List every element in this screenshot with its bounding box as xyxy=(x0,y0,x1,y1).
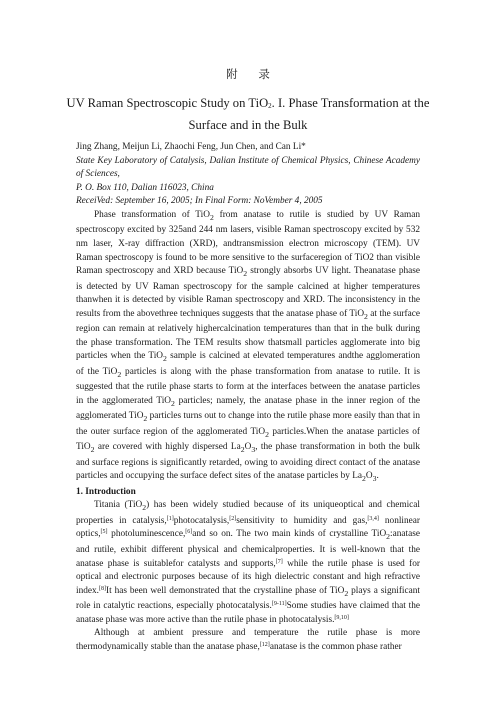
citation: [7] xyxy=(275,558,283,565)
intro-text: anatase is the common phase rather xyxy=(269,641,402,652)
citation: [6] xyxy=(185,529,193,536)
subscript: 2 xyxy=(386,532,391,542)
subscript: 2 xyxy=(362,474,366,484)
intro-paragraph-2 xyxy=(76,627,420,654)
intro-text: It has been well demonstrated that the crystalline phase of TiO xyxy=(105,585,345,596)
subscript: 2 xyxy=(163,354,167,364)
citation: [8] xyxy=(98,585,106,592)
title-part-1: UV Raman Spectroscopic Study on TiO xyxy=(66,96,269,110)
subscript: 2 xyxy=(143,414,148,424)
citation: [5] xyxy=(100,529,108,536)
abstract-text: particles turns out to change into the rutile phase more easily than that in the outer surface region of the agglomerated TiO xyxy=(76,411,420,437)
intro-text: Although at ambient pressure and temperature the rutile phase is more thermodynamically stable than the anatase phase, xyxy=(76,628,420,652)
citation: [9-11] xyxy=(271,601,287,608)
abstract-text: O xyxy=(365,471,373,482)
intro-text: and so on. The two main kinds of crystalline TiO xyxy=(192,529,387,540)
intro-paragraph-1 xyxy=(76,499,420,627)
abstract-text: at the surface region can remain at relatively highercalcination temperatures than that in the bulk during the phase transformation. The TEM results show thatsmall particles agglomerate into big particles when the TiO xyxy=(76,308,420,362)
author-list: Jing Zhang, Meijun Li, Zhaochi Feng, Jun Chen, and Can Li* xyxy=(76,142,306,152)
subscript: 2 xyxy=(364,311,368,321)
subscript: 2 xyxy=(344,588,349,598)
abstract-text: particles; namely, the anatase phase in the inner region of the agglomerated TiO xyxy=(76,395,420,422)
affiliation-line-1: State Key Laboratory of Catalysis, Dalian Institute of Chemical Physics, Chinese Academy of Sciences, xyxy=(76,155,420,180)
title-subscript: 2 xyxy=(268,102,272,110)
citation: [2] xyxy=(229,515,237,522)
subscript: 2 xyxy=(117,369,122,379)
subscript: 2 xyxy=(265,429,269,439)
abstract-paragraph xyxy=(76,209,420,486)
paper-body xyxy=(76,141,420,655)
abstract-text: sample is calcined at elevated temperatures andthe agglomeration of the TiO xyxy=(76,351,420,377)
intro-text: :anatase and rutile, exhibit different physical and chemicalproperties. It is well-known that the anatase phase is suitablefor catalysts and supports, xyxy=(76,529,420,569)
intro-text: Some studies have claimed that the anatase phase was more active than the rutile phase in photocatalysis. xyxy=(76,601,420,625)
intro-text: nonlinear optics, xyxy=(76,515,421,540)
abstract-text: particles is along with the phase transformation from anatase to rutile. It is suggested that the rutile phase starts to form at the interfaces between the anatase particles in the agglomerated TiO xyxy=(76,366,420,406)
abstract-text: . xyxy=(376,471,379,482)
abstract-text: O xyxy=(244,442,252,453)
subscript: 3 xyxy=(251,445,256,455)
intro-text: photocatalysis, xyxy=(173,515,230,526)
section-heading: 1. Introduction xyxy=(76,486,136,497)
citation: [9,10] xyxy=(334,614,349,621)
abstract-text: , the phase transformation in both the bulk and surface regions is significantly retarded, owing to avoiding direct contact of the anatase particles and occupying the surface defect sites of the anatase particles by La xyxy=(76,442,421,482)
subscript: 2 xyxy=(243,269,248,279)
intro-text: ) has been widely studied because of its uniqueoptical and chemical properties in catalysis, xyxy=(76,500,420,526)
subscript: 3 xyxy=(372,474,377,484)
abstract-text: are covered with highly dispersed La xyxy=(94,442,241,453)
intro-text: sensitivity to humidity and gas, xyxy=(236,515,368,526)
subscript: 2 xyxy=(209,212,214,222)
affiliation-line-2: P. O. Box 110, Dalian 116023, China xyxy=(76,182,214,193)
citation: [3,4] xyxy=(367,515,379,522)
title-part-2: . I. Phase Transformation at the Surface and in the Bulk xyxy=(188,96,430,132)
subscript: 2 xyxy=(142,503,147,513)
affiliation xyxy=(76,155,420,209)
subscript: 2 xyxy=(240,445,245,455)
citation: [1] xyxy=(166,515,174,522)
paper-title xyxy=(66,92,430,136)
abstract-text: from anatase to rutile is studied by UV Raman spectroscopy excited by 325and 244 nm lasers, visible Raman spectroscopy excited by 532 nm laser, X-ray diffraction (XRD), andtransmission electron microscopy (TEM). UV Raman spectroscopy is found to be more sensitive to the surfaceregion of TiO2 than visible Raman spectroscopy and XRD because TiO xyxy=(76,209,420,277)
intro-text: plays a significant role in catalytic reactions, especially photocatalysis. xyxy=(76,585,421,612)
appendix-label: 附 录 xyxy=(226,69,279,81)
subscript: 2 xyxy=(90,445,95,455)
citation: [12] xyxy=(259,641,270,648)
abstract-text: particles.When the anatase particles of TiO xyxy=(76,426,420,453)
intro-text: photoluminescence, xyxy=(107,529,186,540)
abstract-text: strongly absorbs UV light. Theanatase phase is detected by UV Raman spectroscopy for the sample calcined at higher temperatures thanwhen it is detected by visible Raman spectroscopy and XRD. The inconsistency in the results from the abovethree techniques suggests that the anatase phase of TiO xyxy=(76,266,420,319)
intro-text: while the rutile phase is used for optical and electronic purposes because of its high dielectric constant and high refractive index. xyxy=(76,558,420,596)
received-date: ReceiVed: September 16, 2005; In Final Form: NoVember 4, 2005 xyxy=(76,196,323,207)
intro-text: Titania (TiO xyxy=(94,500,143,511)
subscript: 2 xyxy=(171,398,175,408)
abstract-text: Phase transformation of TiO xyxy=(94,209,210,220)
